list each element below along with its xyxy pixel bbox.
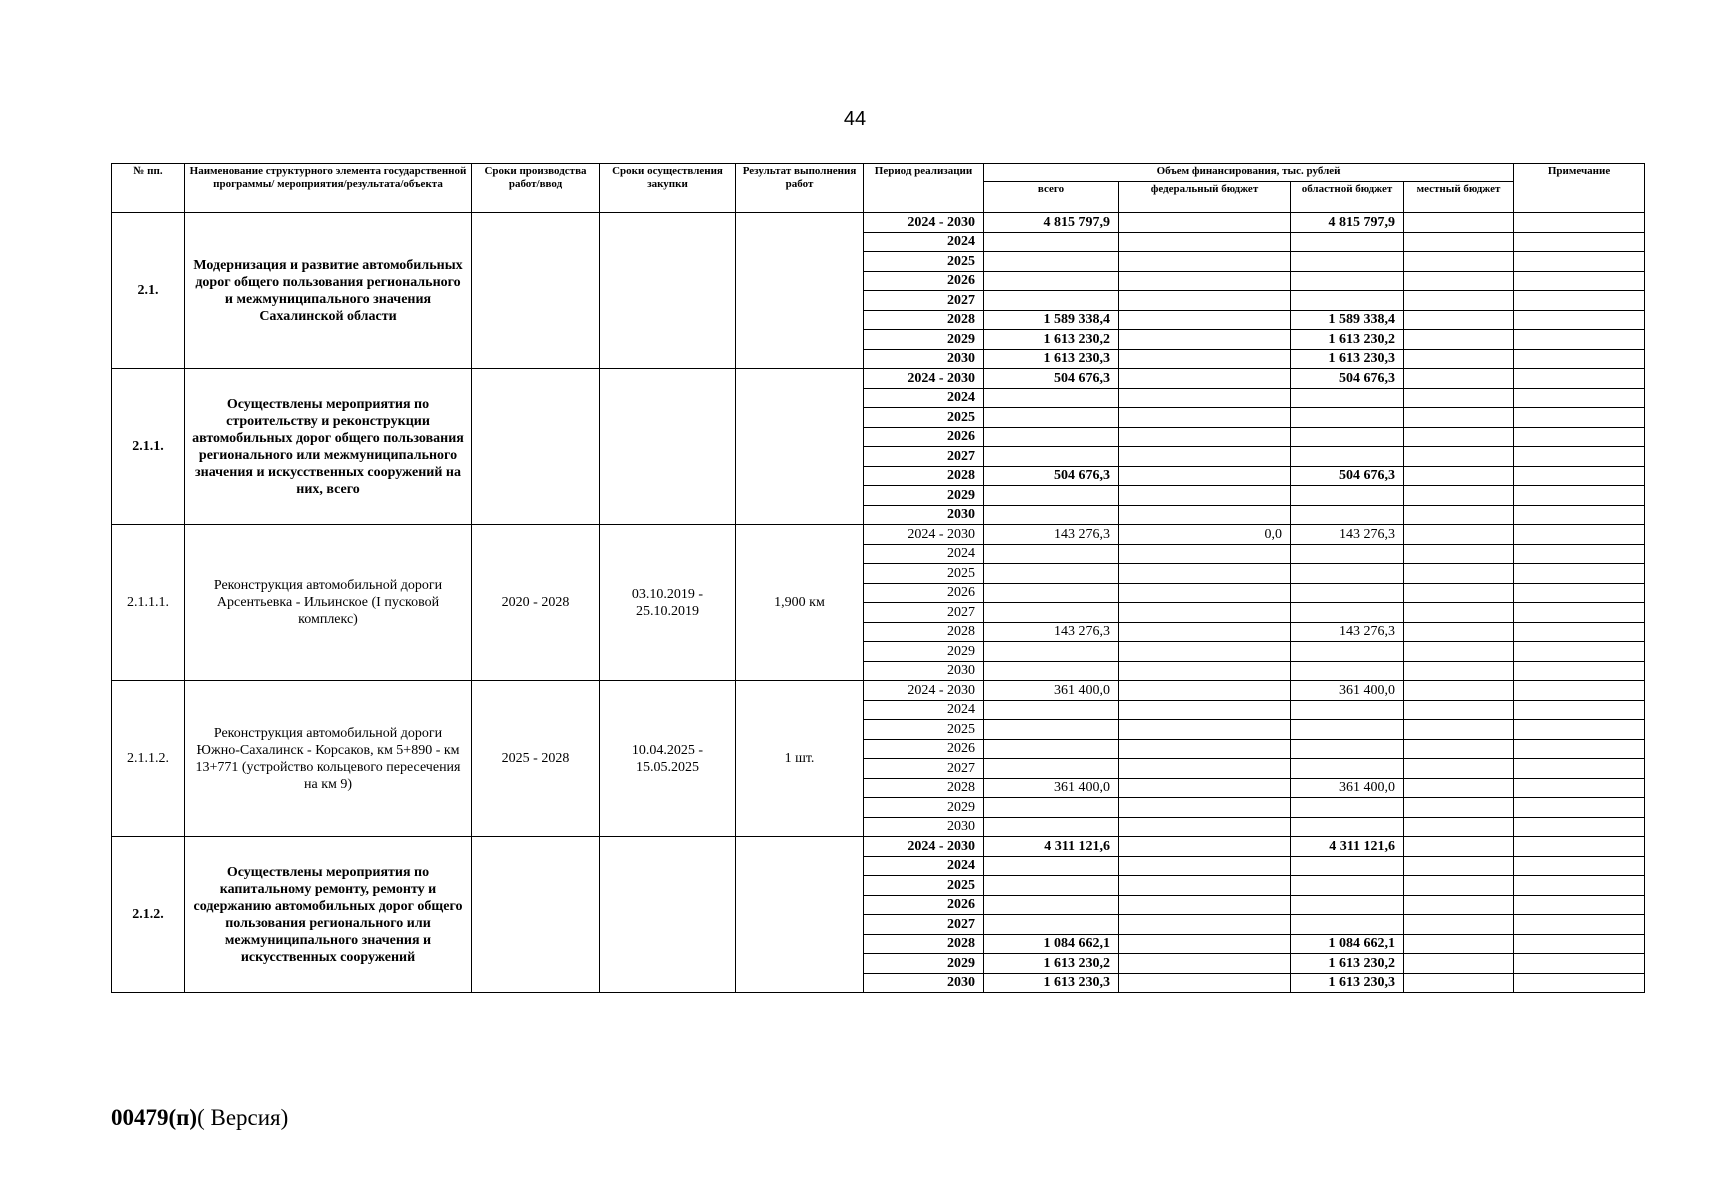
cell-note	[1514, 232, 1645, 252]
cell-regional: 504 676,3	[1291, 369, 1404, 389]
cell-federal	[1119, 252, 1291, 272]
item-number: 2.1.	[112, 213, 185, 369]
cell-note	[1514, 310, 1645, 330]
table-row	[112, 525, 1645, 545]
cell-federal	[1119, 954, 1291, 974]
table-row	[112, 369, 1645, 389]
cell-regional	[1291, 876, 1404, 896]
cell-federal	[1119, 778, 1291, 798]
cell-period: 2028	[864, 934, 984, 954]
item-number: 2.1.1.1.	[112, 525, 185, 681]
cell-regional: 1 589 338,4	[1291, 310, 1404, 330]
cell-total	[984, 700, 1119, 720]
cell-note	[1514, 252, 1645, 272]
cell-total	[984, 408, 1119, 428]
cell-note	[1514, 856, 1645, 876]
cell-local	[1404, 661, 1514, 681]
header-name: Наименование структурного элемента государственной программы/ мероприятия/результата/объекта	[185, 164, 472, 213]
cell-note	[1514, 525, 1645, 545]
cell-local	[1404, 778, 1514, 798]
cell-regional	[1291, 564, 1404, 584]
cell-total	[984, 252, 1119, 272]
cell-federal	[1119, 271, 1291, 291]
procurement-terms: 03.10.2019 - 25.10.2019	[600, 525, 736, 681]
cell-federal	[1119, 213, 1291, 233]
cell-note	[1514, 427, 1645, 447]
cell-note	[1514, 798, 1645, 818]
cell-total	[984, 739, 1119, 759]
cell-note	[1514, 622, 1645, 642]
work-result: 1,900 км	[736, 525, 864, 681]
cell-regional	[1291, 271, 1404, 291]
item-name: Реконструкция автомобильной дороги Южно-Сахалинск - Корсаков, км 5+890 - км 13+771 (устройство кольцевого пересечения на км 9)	[185, 681, 472, 837]
header-production-terms: Сроки производства работ/ввод	[472, 164, 600, 213]
cell-period: 2028	[864, 310, 984, 330]
cell-local	[1404, 369, 1514, 389]
cell-note	[1514, 720, 1645, 740]
cell-federal	[1119, 700, 1291, 720]
cell-federal	[1119, 447, 1291, 467]
cell-local	[1404, 213, 1514, 233]
cell-note	[1514, 603, 1645, 623]
cell-total	[984, 720, 1119, 740]
cell-total	[984, 895, 1119, 915]
cell-local	[1404, 973, 1514, 993]
cell-note	[1514, 915, 1645, 935]
cell-note	[1514, 817, 1645, 837]
cell-regional: 143 276,3	[1291, 622, 1404, 642]
cell-regional	[1291, 700, 1404, 720]
work-result: 1 шт.	[736, 681, 864, 837]
cell-period: 2030	[864, 973, 984, 993]
cell-period: 2024	[864, 232, 984, 252]
cell-period: 2025	[864, 564, 984, 584]
cell-total	[984, 447, 1119, 467]
cell-total: 1 084 662,1	[984, 934, 1119, 954]
table-row	[112, 681, 1645, 701]
cell-note	[1514, 213, 1645, 233]
cell-federal	[1119, 232, 1291, 252]
cell-note	[1514, 349, 1645, 369]
work-result	[736, 213, 864, 369]
cell-note	[1514, 564, 1645, 584]
cell-period: 2026	[864, 895, 984, 915]
cell-federal: 0,0	[1119, 525, 1291, 545]
header-note: Примечание	[1514, 164, 1645, 213]
cell-total	[984, 271, 1119, 291]
cell-regional	[1291, 915, 1404, 935]
header-federal: федеральный бюджет	[1119, 182, 1291, 213]
cell-total: 1 613 230,2	[984, 330, 1119, 350]
cell-note	[1514, 447, 1645, 467]
cell-total: 504 676,3	[984, 369, 1119, 389]
document-code-number: 00479(п)	[111, 1105, 198, 1130]
cell-local	[1404, 954, 1514, 974]
procurement-terms	[600, 213, 736, 369]
cell-regional: 361 400,0	[1291, 681, 1404, 701]
cell-regional: 4 815 797,9	[1291, 213, 1404, 233]
cell-local	[1404, 895, 1514, 915]
procurement-terms	[600, 837, 736, 993]
cell-federal	[1119, 505, 1291, 525]
funding-table	[111, 163, 1645, 993]
cell-federal	[1119, 895, 1291, 915]
cell-regional	[1291, 642, 1404, 662]
cell-total	[984, 661, 1119, 681]
cell-local	[1404, 408, 1514, 428]
cell-period: 2026	[864, 271, 984, 291]
cell-period: 2029	[864, 954, 984, 974]
cell-federal	[1119, 291, 1291, 311]
cell-total	[984, 915, 1119, 935]
cell-period: 2030	[864, 505, 984, 525]
cell-note	[1514, 388, 1645, 408]
cell-period: 2030	[864, 661, 984, 681]
cell-federal	[1119, 408, 1291, 428]
cell-federal	[1119, 310, 1291, 330]
cell-total	[984, 232, 1119, 252]
cell-regional	[1291, 856, 1404, 876]
cell-note	[1514, 486, 1645, 506]
cell-regional	[1291, 447, 1404, 467]
cell-total: 361 400,0	[984, 778, 1119, 798]
cell-local	[1404, 310, 1514, 330]
cell-federal	[1119, 934, 1291, 954]
cell-period: 2028	[864, 778, 984, 798]
item-number: 2.1.2.	[112, 837, 185, 993]
cell-note	[1514, 291, 1645, 311]
cell-total: 4 815 797,9	[984, 213, 1119, 233]
cell-regional: 1 613 230,2	[1291, 330, 1404, 350]
cell-local	[1404, 681, 1514, 701]
cell-note	[1514, 837, 1645, 857]
cell-period: 2029	[864, 798, 984, 818]
cell-total	[984, 564, 1119, 584]
cell-local	[1404, 525, 1514, 545]
cell-note	[1514, 973, 1645, 993]
cell-note	[1514, 778, 1645, 798]
cell-note	[1514, 330, 1645, 350]
cell-regional: 1 613 230,3	[1291, 973, 1404, 993]
cell-total	[984, 603, 1119, 623]
document-version: ( Версия)	[197, 1105, 289, 1130]
cell-local	[1404, 837, 1514, 857]
cell-federal	[1119, 583, 1291, 603]
header-local: местный бюджет	[1404, 182, 1514, 213]
work-result	[736, 369, 864, 525]
cell-federal	[1119, 915, 1291, 935]
cell-federal	[1119, 349, 1291, 369]
cell-total	[984, 291, 1119, 311]
cell-local	[1404, 934, 1514, 954]
cell-note	[1514, 369, 1645, 389]
cell-regional	[1291, 486, 1404, 506]
cell-period: 2026	[864, 583, 984, 603]
cell-note	[1514, 700, 1645, 720]
cell-period: 2028	[864, 466, 984, 486]
cell-local	[1404, 603, 1514, 623]
cell-regional: 1 613 230,3	[1291, 349, 1404, 369]
cell-federal	[1119, 661, 1291, 681]
cell-federal	[1119, 681, 1291, 701]
cell-total: 1 613 230,3	[984, 349, 1119, 369]
table-row	[112, 837, 1645, 857]
header-total: всего	[984, 182, 1119, 213]
cell-local	[1404, 486, 1514, 506]
cell-local	[1404, 252, 1514, 272]
cell-federal	[1119, 330, 1291, 350]
cell-local	[1404, 505, 1514, 525]
cell-regional	[1291, 252, 1404, 272]
production-terms: 2020 - 2028	[472, 525, 600, 681]
cell-regional: 143 276,3	[1291, 525, 1404, 545]
cell-period: 2027	[864, 603, 984, 623]
item-number: 2.1.1.2.	[112, 681, 185, 837]
cell-regional	[1291, 232, 1404, 252]
cell-federal	[1119, 837, 1291, 857]
cell-total	[984, 486, 1119, 506]
cell-local	[1404, 856, 1514, 876]
cell-local	[1404, 232, 1514, 252]
cell-note	[1514, 642, 1645, 662]
header-funding: Объем финансирования, тыс. рублей	[984, 164, 1514, 182]
cell-local	[1404, 759, 1514, 779]
cell-note	[1514, 583, 1645, 603]
cell-local	[1404, 291, 1514, 311]
cell-period: 2024 - 2030	[864, 681, 984, 701]
cell-federal	[1119, 486, 1291, 506]
cell-regional	[1291, 895, 1404, 915]
cell-local	[1404, 388, 1514, 408]
header-num: № пп.	[112, 164, 185, 213]
item-number: 2.1.1.	[112, 369, 185, 525]
item-name: Реконструкция автомобильной дороги Арсентьевка - Ильинское (I пусковой комплекс)	[185, 525, 472, 681]
cell-note	[1514, 271, 1645, 291]
cell-note	[1514, 934, 1645, 954]
cell-regional: 361 400,0	[1291, 778, 1404, 798]
cell-local	[1404, 642, 1514, 662]
cell-regional: 504 676,3	[1291, 466, 1404, 486]
production-terms: 2025 - 2028	[472, 681, 600, 837]
cell-note	[1514, 505, 1645, 525]
cell-local	[1404, 622, 1514, 642]
document-code	[111, 1105, 288, 1131]
cell-period: 2024 - 2030	[864, 525, 984, 545]
cell-note	[1514, 954, 1645, 974]
cell-regional	[1291, 739, 1404, 759]
cell-regional: 4 311 121,6	[1291, 837, 1404, 857]
cell-period: 2026	[864, 739, 984, 759]
cell-local	[1404, 466, 1514, 486]
cell-period: 2024	[864, 856, 984, 876]
cell-local	[1404, 544, 1514, 564]
cell-period: 2024	[864, 388, 984, 408]
cell-total: 1 589 338,4	[984, 310, 1119, 330]
cell-local	[1404, 720, 1514, 740]
header-procurement-terms: Сроки осуществления закупки	[600, 164, 736, 213]
cell-federal	[1119, 466, 1291, 486]
cell-period: 2027	[864, 915, 984, 935]
cell-federal	[1119, 798, 1291, 818]
cell-total	[984, 642, 1119, 662]
cell-note	[1514, 544, 1645, 564]
production-terms	[472, 213, 600, 369]
cell-note	[1514, 466, 1645, 486]
cell-total: 361 400,0	[984, 681, 1119, 701]
cell-note	[1514, 408, 1645, 428]
cell-period: 2029	[864, 330, 984, 350]
cell-note	[1514, 895, 1645, 915]
production-terms	[472, 837, 600, 993]
cell-note	[1514, 661, 1645, 681]
cell-note	[1514, 681, 1645, 701]
cell-total	[984, 388, 1119, 408]
cell-regional	[1291, 583, 1404, 603]
cell-regional	[1291, 661, 1404, 681]
cell-federal	[1119, 388, 1291, 408]
cell-period: 2024 - 2030	[864, 369, 984, 389]
cell-federal	[1119, 817, 1291, 837]
cell-federal	[1119, 759, 1291, 779]
cell-note	[1514, 759, 1645, 779]
cell-total: 504 676,3	[984, 466, 1119, 486]
cell-local	[1404, 564, 1514, 584]
cell-local	[1404, 583, 1514, 603]
cell-total: 4 311 121,6	[984, 837, 1119, 857]
cell-regional	[1291, 817, 1404, 837]
table-row	[112, 213, 1645, 233]
item-name: Модернизация и развитие автомобильных дорог общего пользования регионального и межмуниципального значения Сахалинской области	[185, 213, 472, 369]
cell-regional	[1291, 388, 1404, 408]
cell-local	[1404, 739, 1514, 759]
header-regional: областной бюджет	[1291, 182, 1404, 213]
cell-local	[1404, 349, 1514, 369]
cell-federal	[1119, 720, 1291, 740]
cell-federal	[1119, 544, 1291, 564]
cell-local	[1404, 915, 1514, 935]
cell-federal	[1119, 739, 1291, 759]
page-number: 44	[843, 108, 867, 130]
cell-total	[984, 544, 1119, 564]
cell-federal	[1119, 427, 1291, 447]
cell-federal	[1119, 564, 1291, 584]
cell-period: 2030	[864, 817, 984, 837]
cell-period: 2024 - 2030	[864, 837, 984, 857]
cell-regional	[1291, 408, 1404, 428]
cell-period: 2029	[864, 486, 984, 506]
cell-regional	[1291, 544, 1404, 564]
cell-regional	[1291, 720, 1404, 740]
cell-total	[984, 759, 1119, 779]
cell-regional	[1291, 603, 1404, 623]
header-period: Период реализации	[864, 164, 984, 213]
cell-regional	[1291, 505, 1404, 525]
work-result	[736, 837, 864, 993]
cell-regional	[1291, 291, 1404, 311]
cell-period: 2024	[864, 544, 984, 564]
header-result: Результат выполнения работ	[736, 164, 864, 213]
cell-period: 2025	[864, 720, 984, 740]
cell-local	[1404, 447, 1514, 467]
cell-regional	[1291, 427, 1404, 447]
cell-regional: 1 613 230,2	[1291, 954, 1404, 974]
cell-total: 143 276,3	[984, 525, 1119, 545]
cell-federal	[1119, 622, 1291, 642]
cell-total: 143 276,3	[984, 622, 1119, 642]
item-name: Осуществлены мероприятия по капитальному ремонту, ремонту и содержанию автомобильных дорог общего пользования регионального или межмуниципального значения и искусственных сооружений	[185, 837, 472, 993]
cell-period: 2030	[864, 349, 984, 369]
production-terms	[472, 369, 600, 525]
cell-period: 2025	[864, 408, 984, 428]
cell-period: 2027	[864, 447, 984, 467]
cell-period: 2026	[864, 427, 984, 447]
cell-total	[984, 817, 1119, 837]
cell-local	[1404, 330, 1514, 350]
item-name: Осуществлены мероприятия по строительству и реконструкции автомобильных дорог общего пользования регионального или межмуниципального значения и искусственных сооружений на них, всего	[185, 369, 472, 525]
cell-local	[1404, 817, 1514, 837]
cell-total	[984, 856, 1119, 876]
cell-local	[1404, 427, 1514, 447]
cell-federal	[1119, 856, 1291, 876]
cell-federal	[1119, 876, 1291, 896]
cell-period: 2024 - 2030	[864, 213, 984, 233]
procurement-terms: 10.04.2025 - 15.05.2025	[600, 681, 736, 837]
cell-local	[1404, 700, 1514, 720]
cell-federal	[1119, 369, 1291, 389]
cell-federal	[1119, 642, 1291, 662]
cell-period: 2027	[864, 759, 984, 779]
cell-period: 2029	[864, 642, 984, 662]
cell-local	[1404, 271, 1514, 291]
cell-regional	[1291, 759, 1404, 779]
cell-regional	[1291, 798, 1404, 818]
cell-total: 1 613 230,3	[984, 973, 1119, 993]
cell-period: 2028	[864, 622, 984, 642]
cell-period: 2024	[864, 700, 984, 720]
table-body	[112, 213, 1645, 993]
cell-total: 1 613 230,2	[984, 954, 1119, 974]
cell-note	[1514, 739, 1645, 759]
cell-local	[1404, 876, 1514, 896]
cell-total	[984, 798, 1119, 818]
cell-note	[1514, 876, 1645, 896]
cell-total	[984, 427, 1119, 447]
cell-period: 2025	[864, 252, 984, 272]
cell-period: 2025	[864, 876, 984, 896]
cell-total	[984, 505, 1119, 525]
cell-federal	[1119, 973, 1291, 993]
cell-total	[984, 876, 1119, 896]
cell-total	[984, 583, 1119, 603]
cell-federal	[1119, 603, 1291, 623]
cell-period: 2027	[864, 291, 984, 311]
cell-local	[1404, 798, 1514, 818]
cell-regional: 1 084 662,1	[1291, 934, 1404, 954]
procurement-terms	[600, 369, 736, 525]
